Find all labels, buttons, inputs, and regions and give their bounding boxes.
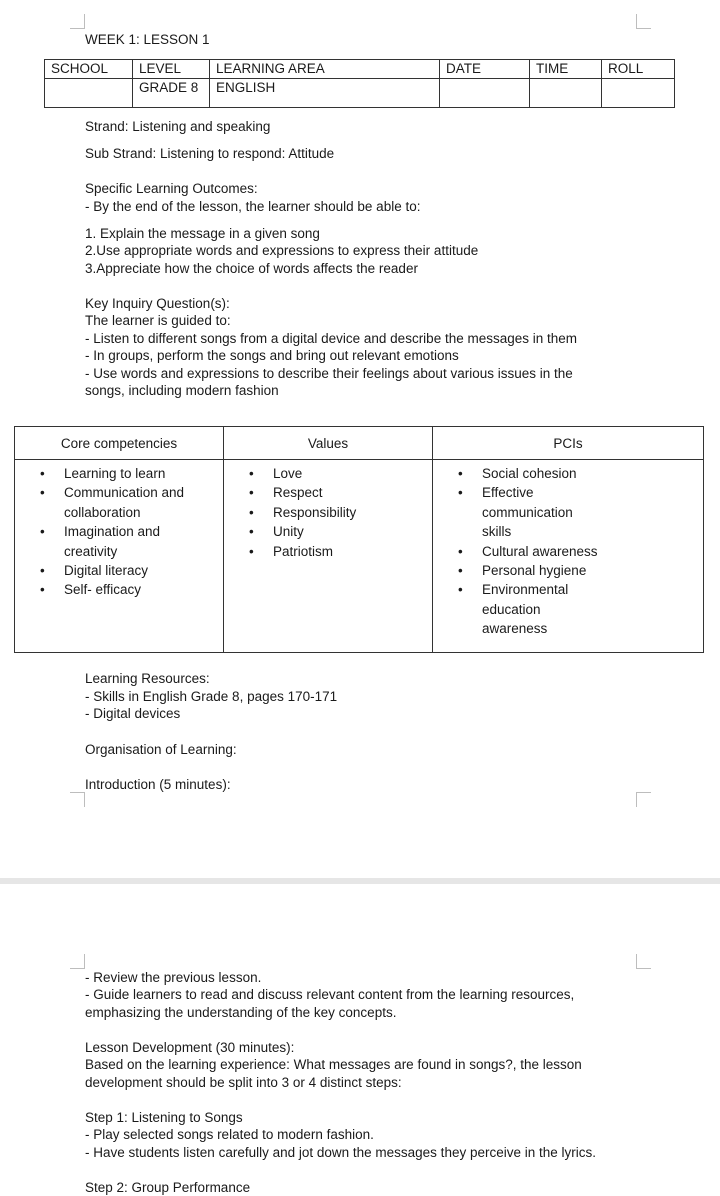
step-1-label: Step 1: — [85, 1110, 128, 1125]
table-cell — [440, 79, 530, 108]
lesson-info-table — [44, 59, 675, 108]
kiq-item: - Listen to different songs from a digital device and describe the messages in them — [85, 331, 578, 346]
core-competencies-cell — [15, 460, 224, 653]
sub-strand-line — [85, 145, 334, 162]
list-item: • Cultural awareness — [433, 542, 703, 561]
page-corner-mark — [636, 14, 651, 29]
resources-heading: Learning Resources: — [85, 671, 210, 686]
table-header-cell: LEVEL — [133, 60, 210, 79]
strand-label: Strand: — [85, 119, 129, 134]
list-item: • Responsibility — [224, 503, 432, 522]
table-row — [45, 60, 675, 79]
step-2-heading — [85, 1179, 250, 1196]
lesson-development-text: Based on the learning experience: What messages are found in songs?, the lesson — [85, 1057, 582, 1072]
slo-item: 1. Explain the message in a given song — [85, 226, 320, 241]
introduction-item: - Guide learners to read and discuss relevant content from the learning resources, — [85, 987, 575, 1002]
table-cell — [602, 79, 675, 108]
slo-item: 3.Appreciate how the choice of words affects the reader — [85, 261, 418, 276]
page-corner-mark — [70, 792, 85, 807]
list-item: • Unity — [224, 522, 432, 541]
table-cell: ENGLISH — [210, 79, 440, 108]
list-item: • Patriotism — [224, 542, 432, 561]
lesson-development-text: development should be split into 3 or 4 distinct steps: — [85, 1075, 402, 1090]
table-header-cell: SCHOOL — [45, 60, 133, 79]
sub-strand-value: Listening to respond: Attitude — [156, 146, 335, 161]
table-header-cell: Core competencies — [15, 427, 224, 460]
table-row — [45, 79, 675, 108]
values-cell — [224, 460, 433, 653]
kiq-item: - In groups, perform the songs and bring out relevant emotions — [85, 348, 459, 363]
resources-item: - Skills in English Grade 8, pages 170-171 — [85, 689, 338, 704]
slo-intro: - By the end of the lesson, the learner should be able to: — [85, 199, 421, 214]
page-corner-mark — [70, 14, 85, 29]
list-item: • Respect — [224, 483, 432, 502]
list-item: • Imagination and creativity — [15, 522, 223, 561]
week-lesson-title: WEEK 1: LESSON 1 — [85, 32, 210, 47]
slo-item: 2.Use appropriate words and expressions to express their attitude — [85, 243, 479, 258]
introduction-item: - Review the previous lesson. — [85, 970, 262, 985]
strand-value: Listening and speaking — [128, 119, 271, 134]
list-item: • Personal hygiene — [433, 561, 703, 580]
table-row — [15, 460, 704, 653]
introduction-heading: Introduction (5 minutes): — [85, 777, 231, 792]
organisation-heading: Organisation of Learning: — [85, 742, 237, 757]
step-1-item: - Play selected songs related to modern fashion. — [85, 1127, 374, 1142]
table-header-cell: PCIs — [433, 427, 704, 460]
list-item: • Love — [224, 464, 432, 483]
list-item: • Self- efficacy — [15, 580, 223, 599]
document-page-2 — [0, 884, 720, 1196]
kiq-heading: Key Inquiry Question(s): — [85, 296, 230, 311]
page-corner-mark — [636, 792, 651, 807]
table-row — [15, 427, 704, 460]
kiq-intro: The learner is guided to: — [85, 313, 231, 328]
table-header-cell: TIME — [530, 60, 602, 79]
step-2-label: Step 2: — [85, 1180, 128, 1195]
table-header-cell: DATE — [440, 60, 530, 79]
kiq-item: songs, including modern fashion — [85, 383, 279, 398]
sub-strand-label: Sub Strand: — [85, 146, 157, 161]
page-corner-mark — [70, 954, 85, 969]
table-cell: GRADE 8 — [133, 79, 210, 108]
table-cell — [45, 79, 133, 108]
table-header-cell: Values — [224, 427, 433, 460]
list-item: • Effective communication skills — [433, 483, 703, 541]
pcis-cell — [433, 460, 704, 653]
strand-line — [85, 118, 270, 135]
table-header-cell: ROLL — [602, 60, 675, 79]
step-1-title: Listening to Songs — [127, 1110, 243, 1125]
lesson-development-heading: Lesson Development (30 minutes): — [85, 1040, 295, 1055]
step-2-title: Group Performance — [127, 1180, 251, 1195]
competencies-table — [14, 426, 704, 653]
introduction-item: emphasizing the understanding of the key concepts. — [85, 1005, 397, 1020]
table-header-cell: LEARNING AREA — [210, 60, 440, 79]
list-item: • Learning to learn — [15, 464, 223, 483]
list-item: • Social cohesion — [433, 464, 703, 483]
slo-heading: Specific Learning Outcomes: — [85, 181, 258, 196]
resources-item: - Digital devices — [85, 706, 181, 721]
list-item: • Digital literacy — [15, 561, 223, 580]
kiq-item: - Use words and expressions to describe their feelings about various issues in the — [85, 366, 573, 381]
table-cell — [530, 79, 602, 108]
step-1-item: - Have students listen carefully and jot down the messages they perceive in the lyrics. — [85, 1145, 597, 1160]
list-item: • Communication and collaboration — [15, 483, 223, 522]
page-corner-mark — [636, 954, 651, 969]
step-1-heading — [85, 1109, 243, 1126]
list-item: • Environmental education awareness — [433, 580, 703, 638]
